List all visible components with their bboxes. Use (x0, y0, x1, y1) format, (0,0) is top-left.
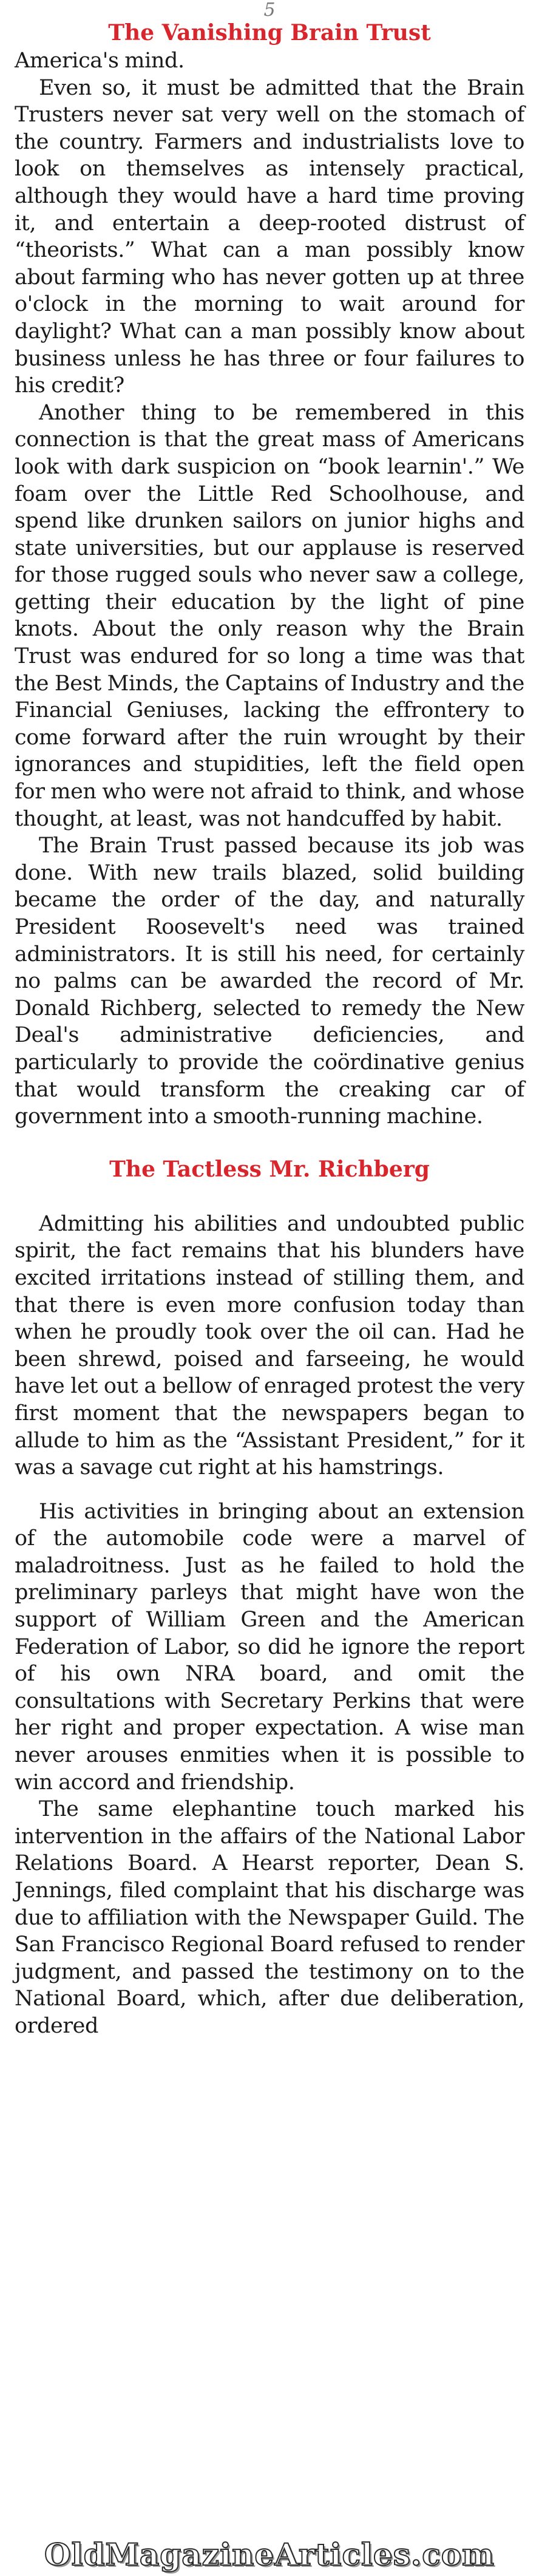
page-number: 5 (263, 0, 276, 21)
paragraph-labor-relations-board: The same elephantine touch marked his intervention in the affairs of the National Labor Relations Board. A Hearst reporter, Dean S. Jennings, filed complaint that his discharge was due to affiliation with the Newspaper Guild. The San Francisco Regional Board refused to render judgment, and passed the testimony on to the National Board, which, after due deliberation, ordered (15, 1797, 524, 2038)
footer-watermark-logo: OldMagazineArticles.com (44, 2537, 495, 2572)
paragraph-continued: America's mind. (15, 49, 185, 73)
paragraph-brain-trusters: Even so, it must be admitted that the Brain Trusters never sat very well on the stomach of the country. Farmers and industrialists love to look on themselves as intensely practical, although they would have a hard time proving it, and entertain a deep-rooted distrust of “theorists.” What can a man possibly know about farming who has never gotten up at three o'clock in the morning to wait around for daylight? What can a man possibly know about business unless he has three or four failures to his credit? (15, 75, 524, 398)
paragraph-automobile-code: His activities in bringing about an extension of the automobile code were a marvel of maladroitness. Just as he failed to hold the preliminary parleys that might have won the support of William Green and the American Federation of Labor, so did he ignore the report of his own NRA board, and omit the consultations with Secretary Perkins that were her right and proper expectation. A wise man never arouses enmities when it is possible to win accord and friendship. (15, 1499, 524, 1795)
paragraph-book-learnin: Another thing to be remembered in this connection is that the great mass of Americans look with dark suspicion on “book learnin'.” We foam over the Little Red Schoolhouse, and spend like drunken sailors on junior highs and state universities, but our applause is reserved for those rugged souls who never saw a college, getting their education by the light of pine knots. About the only reason why the Brain Trust was endured for so long a time was that the Best Minds, the Captains of Industry and the Financial Geniuses, lacking the effrontery to come forward after the ruin wrought by their ignorances and stupidities, left the field open for men who were not afraid to think, and whose thought, at least, was not handcuffed by habit. (15, 400, 524, 831)
section-subheading: The Tactless Mr. Richberg (109, 1156, 430, 1182)
article-column (15, 18, 524, 2040)
paragraph-brain-trust-passed: The Brain Trust passed because its job was done. With new trails blazed, solid building became the order of the day, and naturally President Roosevelt's need was trained administrators. It is still his need, for certainly no palms can be awarded the record of Mr. Donald Richberg, selected to remedy the New Deal's administrative deficiencies, and particularly to provide the coördinative genius that would transform the creaking car of government into a smooth-running machine. (15, 834, 524, 1129)
article-title: The Vanishing Brain Trust (108, 20, 431, 46)
paragraph-admitting-abilities: Admitting his abilities and undoubted public spirit, the fact remains that his blunders have excited irritations instead of stilling them, and that there is even more confusion today than when he proudly took over the oil can. Had he been shrewd, poised and farseeing, he would have let out a bellow of enraged protest the very first moment that the newspapers began to allude to him as the “Assistant President,” for it was a savage cut right at his hamstrings. (15, 1211, 524, 1480)
